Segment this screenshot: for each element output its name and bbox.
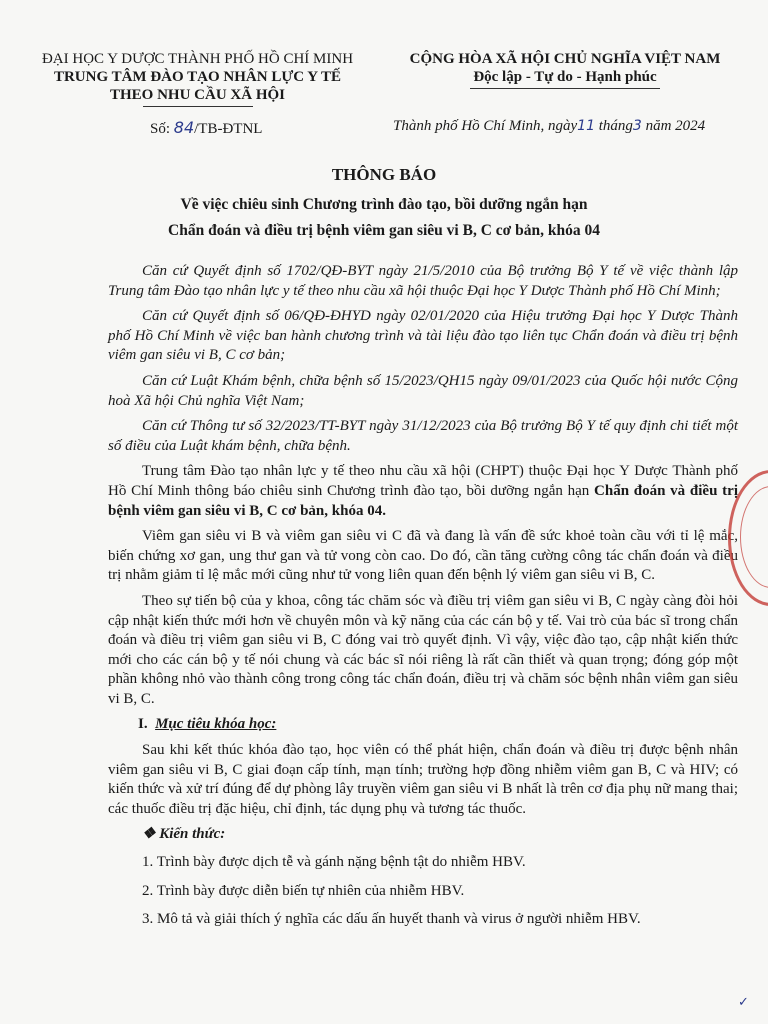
rationale-paragraph: Theo sự tiến bộ của y khoa, công tác chăm sóc và điều trị viêm gan siêu vi B, C ngày càng đòi hỏi cập nhật kiến thức mới hơn về chuyên môn và kỹ năng của các cán bộ y tế. Vai trò của bác sĩ trong chẩn đoán và điều trị viêm gan siêu vi B, C đóng vai trò quyết định. Vì vậy, việc đào tạo, cập nhật kiến thức mới cho các cán bộ y tế nói chung và các bác sĩ nói riêng là rất cần thiết và quan trọng; đóng góp một phần không nhỏ vào thành công trong công tác chẩn đoán, điều trị và chăm sóc bệnh nhân viêm gan siêu vi B, C. — [108, 592, 738, 707]
motto-underline — [470, 88, 660, 89]
legal-basis: Căn cứ Quyết định số 1702/QĐ-BYT ngày 21/5/2010 của Bộ trưởng Bộ Y tế về việc thành lập Trung tâm Đào tạo nhân lực y tế theo nhu cầu xã hội thuộc Đại học Y Dược Thành phố Hồ Chí Minh; — [108, 263, 738, 299]
handwritten-day: 11 — [577, 118, 595, 134]
header-underline — [143, 106, 253, 107]
issue-date — [393, 118, 705, 135]
document-subtitle: Về việc chiêu sinh Chương trình đào tạo, bồi dưỡng ngắn hạn — [180, 196, 588, 213]
knowledge-item: 2. Trình bày được diễn biến tự nhiên của nhiễm HBV. — [142, 882, 465, 899]
motto: Độc lập - Tự do - Hạnh phúc — [473, 69, 657, 85]
center-name: TRUNG TÂM ĐÀO TẠO NHÂN LỰC Y TẾ — [53, 69, 342, 85]
objective-paragraph: Sau khi kết thúc khóa đào tạo, học viên có thể phát hiện, chẩn đoán và điều trị được bệnh nhân viêm gan siêu vi B, C giai đoạn cấp tính, mạn tính; trường hợp đồng nhiễm viêm gan B, C và HIV; có kiến thức và xử trí đúng để dự phòng lây truyền viêm gan siêu vi B nhất là trên cơ địa phụ nữ mang thai; các thuốc điều trị đặc hiệu, chỉ định, tác dụng phụ và tương tác thuốc. — [108, 742, 738, 817]
section-title: Mục tiêu khóa học: — [155, 716, 277, 733]
year-label: năm 2024 — [645, 118, 706, 134]
announcement-paragraph — [108, 462, 738, 521]
number-prefix: Số: — [150, 121, 171, 137]
handwritten-month: 3 — [632, 118, 642, 134]
university-name: ĐẠI HỌC Y DƯỢC THÀNH PHỐ HỒ CHÍ MINH — [41, 51, 354, 67]
background-paragraph: Viêm gan siêu vi B và viêm gan siêu vi C đã và đang là vấn đề sức khoẻ toàn cầu với tỉ lệ mắc, biến chứng xơ gan, ung thư gan và tử vong còn cao. Do đó, cần tăng cường công tác chẩn đoán và điều trị nhằm giảm tỉ lệ mắc mới cũng như tử vong liên quan đến bệnh lý viêm gan siêu vi B, C. — [108, 528, 738, 584]
number-suffix: /TB-ĐTNL — [194, 121, 263, 137]
legal-basis: Căn cứ Luật Khám bệnh, chữa bệnh số 15/2023/QH15 ngày 09/01/2023 của Quốc hội nước Cộng hoà Xã hội Chủ nghĩa Việt Nam; — [108, 372, 738, 409]
knowledge-item: 1. Trình bày được dịch tễ và gánh nặng bệnh tật do nhiễm HBV. — [142, 854, 526, 871]
issuer-header — [40, 50, 355, 107]
document-number — [150, 118, 262, 138]
handwritten-initials: ✓ — [738, 995, 749, 1010]
date-prefix: Thành phố Hồ Chí Minh, ngày — [393, 118, 578, 134]
center-name-cont: THEO NHU CẦU XÃ HỘI — [109, 87, 285, 103]
month-label: tháng — [598, 118, 633, 134]
legal-basis: Căn cứ Quyết định số 06/QĐ-ĐHYD ngày 02/01/2020 của Hiệu trưởng Đại học Y Dược Thành phố Hồ Chí Minh về việc ban hành chương trình và tài liệu đào tạo liên tục Chẩn đoán và điều trị bệnh viêm gan siêu vi B, C cơ bản; — [108, 308, 738, 364]
section-number: I. — [138, 716, 148, 733]
document-title: THÔNG BÁO — [331, 165, 437, 184]
section-heading — [138, 715, 738, 735]
knowledge-heading: ❖ Kiến thức: — [142, 826, 226, 843]
national-header — [390, 50, 740, 89]
announcement-course: Chẩn đoán và điều trị bệnh viêm gan siêu vi B, C cơ bản, khóa 04. — [108, 482, 738, 519]
knowledge-item: 3. Mô tả và giải thích ý nghĩa các dấu ấn huyết thanh và virus ở người nhiễm HBV. — [142, 911, 641, 928]
legal-basis: Căn cứ Thông tư số 32/2023/TT-BYT ngày 31/12/2023 của Bộ trưởng Bộ Y tế quy định chi tiết một số điều của Luật khám bệnh, chữa bệnh. — [108, 418, 738, 454]
handwritten-number: 84 — [173, 118, 195, 137]
course-name: Chẩn đoán và điều trị bệnh viêm gan siêu vi B, C cơ bản, khóa 04 — [168, 222, 600, 239]
country-name: CỘNG HÒA XÃ HỘI CHỦ NGHĨA VIỆT NAM — [409, 51, 721, 67]
announcement-text: Trung tâm Đào tạo nhân lực y tế theo nhu cầu xã hội (CHPT) thuộc Đại học Y Dược Thành phố Hồ Chí Minh thông báo chiêu sinh Chương trình đào tạo, bồi dưỡng ngắn hạn — [108, 463, 738, 499]
document-body — [108, 262, 738, 939]
